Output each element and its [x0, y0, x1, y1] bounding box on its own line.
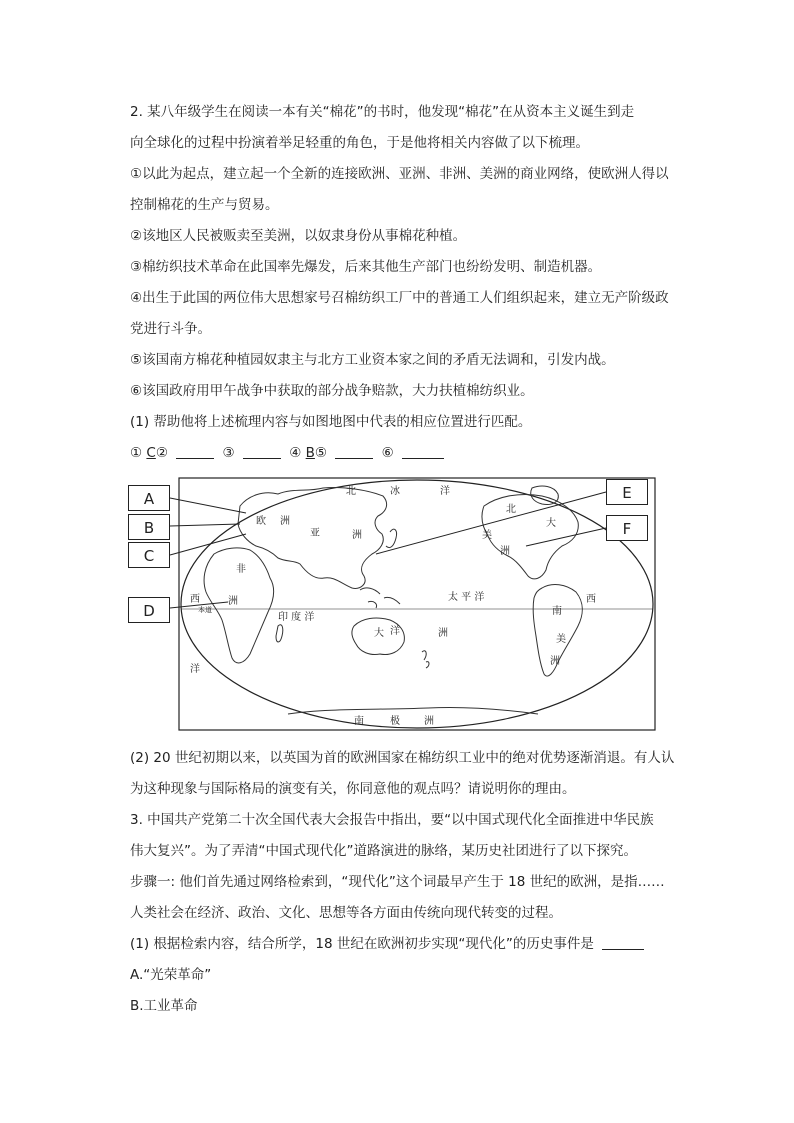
q2-item-4b: 党进行斗争。 [130, 321, 211, 337]
map-text-antarctic-3: 洲 [424, 716, 434, 727]
map-text-africa-2: 洲 [228, 596, 238, 607]
map-text-arctic-3: 洋 [440, 486, 450, 497]
q2-item-1b: 控制棉花的生产与贸易。 [130, 197, 279, 213]
q2-item-6: ⑥该国政府用甲午战争中获取的部分战争赔款，大力扶植棉纺织业。 [130, 383, 534, 399]
answer-prefix-3: ③ [222, 445, 235, 461]
map-text-oceania-2: 洋 [390, 626, 400, 637]
answer-prefix-5: ⑤ [314, 445, 328, 461]
map-text-europe-2: 洲 [280, 516, 290, 527]
map-text-oceania: 大 [374, 628, 384, 639]
q3-option-b[interactable]: B.工业革命 [130, 998, 198, 1014]
q3-step1-line-1: 步骤一: 他们首先通过网络检索到，“现代化”这个词最早产生于 18 世纪的欧洲，是指…… [130, 874, 665, 890]
q2-sub1: (1) 帮助他将上述梳理内容与如图地图中代表的相应位置进行匹配。 [130, 414, 532, 430]
map-label-f[interactable]: F [606, 515, 648, 541]
map-text-namerica-2: 洲 [500, 546, 510, 557]
map-text-antarctic: 南 [354, 716, 364, 727]
map-text-namerica: 美 [482, 530, 492, 541]
answer-blank-6[interactable] [402, 444, 444, 459]
q2-line-2: 向全球化的过程中扮演着举足轻重的角色，于是他将相关内容做了以下梳理。 [130, 135, 589, 151]
map-text-asia-2: 洲 [352, 530, 362, 541]
q3-line-2: 伟大复兴”。为了弄清“中国式现代化”道路演进的脉络，某历史社团进行了以下探究。 [130, 843, 637, 859]
world-map-figure [128, 476, 658, 732]
q3-step1-line-2: 人类社会在经济、政治、文化、思想等各方面由传统向现代转变的过程。 [130, 905, 562, 921]
map-text-samerica-3: 洲 [550, 656, 560, 667]
map-text-europe: 欧 [256, 516, 266, 527]
answer-prefix-6: ⑥ [381, 445, 394, 461]
map-label-e[interactable]: E [606, 479, 648, 505]
q3-sub1-blank[interactable] [602, 935, 644, 950]
q3-option-a[interactable]: A.“光荣革命” [130, 967, 212, 983]
map-text-pacific: 太 平 洋 [448, 592, 485, 603]
answer-prefix-4: ④ [289, 445, 302, 461]
answer-1[interactable]: C [146, 445, 156, 461]
map-text-arctic-1: 北 [346, 486, 356, 497]
map-label-a[interactable]: A [128, 485, 170, 511]
q3-line-1: 3. 中国共产党第二十次全国代表大会报告中指出，要“以中国式现代化全面推进中华民族 [130, 812, 654, 828]
map-text-indian-ocean: 印 度 洋 [278, 612, 315, 623]
answer-blank-5[interactable] [335, 444, 373, 459]
map-text-samerica-2: 美 [556, 634, 566, 645]
q3-sub1-text: (1) 根据检索内容，结合所学，18 世纪在欧洲初步实现“现代化”的历史事件是 [130, 936, 594, 952]
map-label-b[interactable]: B [128, 514, 170, 540]
q2-answer-line [130, 443, 448, 463]
q3-sub1 [130, 934, 648, 954]
answer-prefix-2: ② [155, 445, 168, 461]
world-map-svg [128, 476, 658, 732]
q2-sub2-line-2: 为这种现象与国际格局的演变有关，你同意他的观点吗？请说明你的理由。 [130, 781, 576, 797]
map-label-c[interactable]: C [128, 542, 170, 568]
q2-item-5: ⑤该国南方棉花种植园奴隶主与北方工业资本家之间的矛盾无法调和，引发内战。 [130, 352, 615, 368]
q2-item-3: ③棉纺织技术革命在此国率先爆发，后来其他生产部门也纷纷发明、制造机器。 [130, 259, 602, 275]
answer-prefix-1: ① [130, 445, 143, 461]
q2-sub2-line-1: (2) 20 世纪初期以来，以英国为首的欧洲国家在棉纺织工业中的绝对优势逐渐消退。有人认 [130, 750, 675, 766]
answer-blank-3[interactable] [243, 444, 281, 459]
q2-line-1: 2. 某八年级学生在阅读一本有关“棉花”的书时，他发现“棉花”在从资本主义诞生到走 [130, 104, 635, 120]
q2-item-4a: ④出生于此国的两位伟大思想家号召棉纺织工厂中的普通工人们组织起来，建立无产阶级政 [130, 290, 669, 306]
map-text-north-2: 大 [546, 518, 556, 529]
answer-4[interactable]: B [305, 445, 315, 461]
q2-item-1a: ①以此为起点，建立起一个全新的连接欧洲、亚洲、非洲、美洲的商业网络，使欧洲人得以 [130, 166, 669, 182]
map-text-samerica: 南 [552, 606, 562, 617]
map-text-oceania-3: 洲 [438, 628, 448, 639]
map-text-north: 北 [506, 504, 516, 515]
map-text-atlantic-east: 西 [586, 594, 596, 605]
map-text-asia: 亚 [310, 528, 320, 539]
answer-blank-2[interactable] [176, 444, 214, 459]
map-label-d[interactable]: D [128, 597, 170, 623]
map-text-atlantic-west: 西 [190, 594, 200, 605]
map-text-arctic-2: 冰 [390, 486, 400, 497]
q2-item-2: ②该地区人民被贩卖至美洲，以奴隶身份从事棉花种植。 [130, 228, 467, 244]
map-text-antarctic-2: 极 [390, 716, 400, 727]
map-text-atlantic-west-2: 洋 [190, 664, 200, 675]
map-text-africa-sub: 本道 [198, 606, 212, 614]
map-text-africa: 非 [236, 564, 246, 575]
